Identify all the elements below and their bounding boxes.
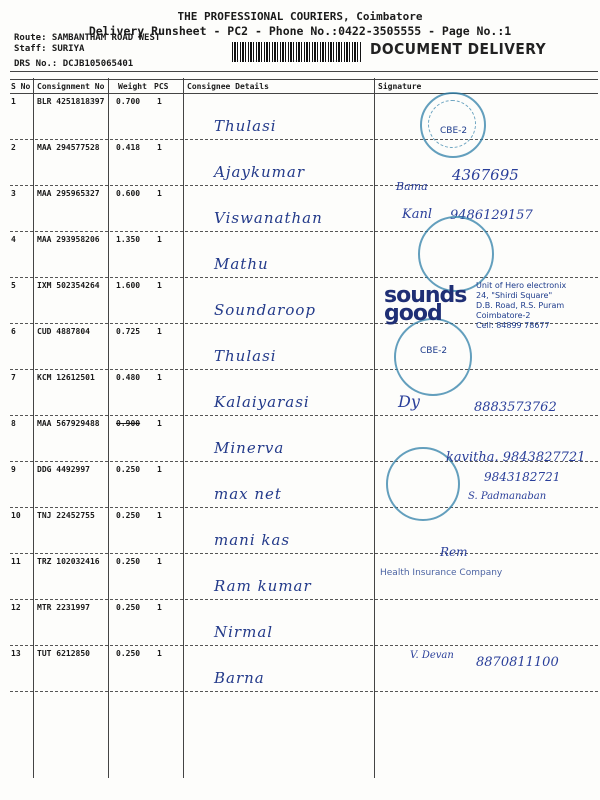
row-sno: 3 (11, 189, 16, 198)
phone-handwritten: 8883573762 (474, 400, 557, 415)
runsheet-title: Delivery Runsheet - PC2 - Phone No.:0422-3505555 - Page No.:1 (88, 24, 512, 38)
row-divider (10, 645, 598, 646)
row-pcs: 1 (157, 465, 162, 474)
consignee-name: Nirmal (214, 623, 274, 641)
row-sno: 5 (11, 281, 16, 290)
row-divider (10, 599, 598, 600)
hero-address-stamp (476, 281, 566, 331)
consignee-name: Soundaroop (214, 301, 317, 319)
stamp-line: D.B. Road, R.S. Puram (476, 301, 565, 310)
row-sno: 7 (11, 373, 16, 382)
consignee-name: Ram kumar (214, 577, 312, 595)
document-delivery-stamp: DOCUMENT DELIVERY (370, 40, 547, 58)
row-weight: 1.600 (116, 281, 141, 290)
signature-padmanaban: S. Padmanaban (468, 491, 547, 502)
row-pcs: 1 (157, 419, 162, 428)
col-header-consignee: Consignee Details (187, 82, 269, 91)
consignment-number: IXM 502354264 (37, 281, 100, 290)
consignee-name: Thulasi (214, 117, 277, 135)
row-divider (10, 185, 598, 186)
row-weight: 0.700 (116, 97, 141, 106)
row-divider (10, 553, 598, 554)
row-pcs: 1 (157, 97, 162, 106)
row-sno: 2 (11, 143, 16, 152)
row-divider (10, 139, 598, 140)
consignment-number: TRZ 102032416 (37, 557, 100, 566)
round-stamp-inner (428, 100, 476, 148)
row-pcs: 1 (157, 373, 162, 382)
row-pcs: 1 (157, 511, 162, 520)
consignment-number: MTR 2231997 (37, 603, 90, 612)
sounds-good-logo (384, 283, 467, 326)
row-weight: 0.250 (116, 511, 141, 520)
header-bottom-rule (10, 93, 598, 94)
consignment-number: BLR 4251818397 (37, 97, 105, 106)
consignment-number: KCM 12612501 (37, 373, 95, 382)
consignment-number: MAA 567929488 (37, 419, 100, 428)
row-pcs: 1 (157, 603, 162, 612)
row-weight: 0.600 (116, 189, 141, 198)
consignee-name: Mathu (214, 255, 269, 273)
cbe-stamp-text: CBE-2 (420, 346, 448, 356)
phone-handwritten: 9486129157 (450, 208, 533, 223)
consignee-name: Viswanathan (214, 209, 323, 227)
round-stamp (394, 318, 472, 396)
signature: Dy (398, 392, 420, 411)
row-sno: 1 (11, 97, 16, 106)
drs-number: DRS No.: DCJB105065401 (14, 59, 134, 69)
barcode (232, 42, 362, 62)
row-divider (10, 277, 598, 278)
col-header-sno: S No (11, 82, 31, 91)
row-sno: 11 (11, 557, 21, 566)
signature: Kanl (402, 207, 432, 222)
staff-label: Staff: SURIYA (14, 44, 85, 54)
consignment-number: TNJ 22452755 (37, 511, 95, 520)
stamp-line: 24, "Shirdi Square" (476, 291, 553, 300)
phone-handwritten: 9843182721 (484, 470, 561, 484)
col-header-signature: Signature (378, 82, 422, 91)
row-pcs: 1 (157, 235, 162, 244)
row-weight: 0.725 (116, 327, 141, 336)
row-pcs: 1 (157, 557, 162, 566)
row-divider (10, 691, 598, 692)
row-sno: 9 (11, 465, 16, 474)
row-pcs: 1 (157, 327, 162, 336)
consignee-name: Minerva (214, 439, 285, 457)
header-top-rule (10, 79, 598, 80)
consignee-name: mani kas (214, 531, 291, 549)
table-row (0, 325, 600, 370)
table-row (0, 601, 600, 646)
row-weight: 0.900 (116, 419, 141, 428)
row-weight: 0.418 (116, 143, 141, 152)
row-weight: 1.350 (116, 235, 141, 244)
insurance-stamp: Health Insurance Company (380, 568, 503, 578)
row-pcs: 1 (157, 143, 162, 152)
consignment-number: MAA 295965327 (37, 189, 100, 198)
row-weight: 0.480 (116, 373, 141, 382)
logo-line: sounds (384, 283, 467, 308)
col-header-weight: Weight (118, 82, 147, 91)
table-row (0, 555, 600, 600)
row-sno: 12 (11, 603, 21, 612)
consignment-number: DDG 4492997 (37, 465, 90, 474)
table-row (0, 95, 600, 140)
row-weight: 0.250 (116, 603, 141, 612)
col-header-pcs: PCS (154, 82, 169, 91)
row-sno: 13 (11, 649, 21, 658)
row-weight: 0.250 (116, 649, 141, 658)
stamp-line: Coimbatore-2 (476, 311, 531, 320)
row-pcs: 1 (157, 189, 162, 198)
stamp-line: Unit of Hero electronix (476, 281, 567, 290)
row-weight: 0.250 (116, 465, 141, 474)
row-sno: 10 (11, 511, 21, 520)
row-sno: 4 (11, 235, 16, 244)
row-weight: 0.250 (116, 557, 141, 566)
consignee-name: Ajaykumar (214, 163, 305, 181)
consignment-number: MAA 294577528 (37, 143, 100, 152)
col-header-consignment: Consignment No (37, 82, 105, 91)
signature: Bama (396, 180, 428, 193)
row-divider (10, 231, 598, 232)
row-pcs: 1 (157, 649, 162, 658)
cbe-stamp-text: CBE-2 (440, 126, 468, 136)
row-divider (10, 507, 598, 508)
consignment-number: CUD 4887804 (37, 327, 90, 336)
phone-handwritten: 8870811100 (476, 655, 559, 670)
consignee-name: Thulasi (214, 347, 277, 365)
table-row (0, 233, 600, 278)
consignee-name: Barna (214, 669, 265, 687)
row-divider (10, 369, 598, 370)
row-pcs: 1 (157, 281, 162, 290)
top-dashed-rule (10, 71, 598, 72)
table-row (0, 509, 600, 554)
row-sno: 6 (11, 327, 16, 336)
consignment-number: MAA 293958206 (37, 235, 100, 244)
consignee-name: Kalaiyarasi (214, 393, 310, 411)
route-label: Route: SAMBANTHAM ROAD WEST (14, 33, 161, 43)
consignee-name: max net (214, 485, 282, 503)
logo-line: good (384, 301, 442, 326)
row-sno: 8 (11, 419, 16, 428)
courier-company-title: THE PROFESSIONAL COURIERS, Coimbatore (177, 10, 423, 23)
signature-devan: V. Devan (410, 650, 454, 661)
row-divider (10, 415, 598, 416)
stamp-line: Cell: 84899 78677 (476, 321, 550, 330)
consignment-number: TUT 6212850 (37, 649, 90, 658)
signature: Rem (440, 545, 468, 559)
phone-handwritten: 4367695 (452, 166, 519, 184)
signature-kavitha: kavitha. 9843827721 (446, 450, 586, 465)
